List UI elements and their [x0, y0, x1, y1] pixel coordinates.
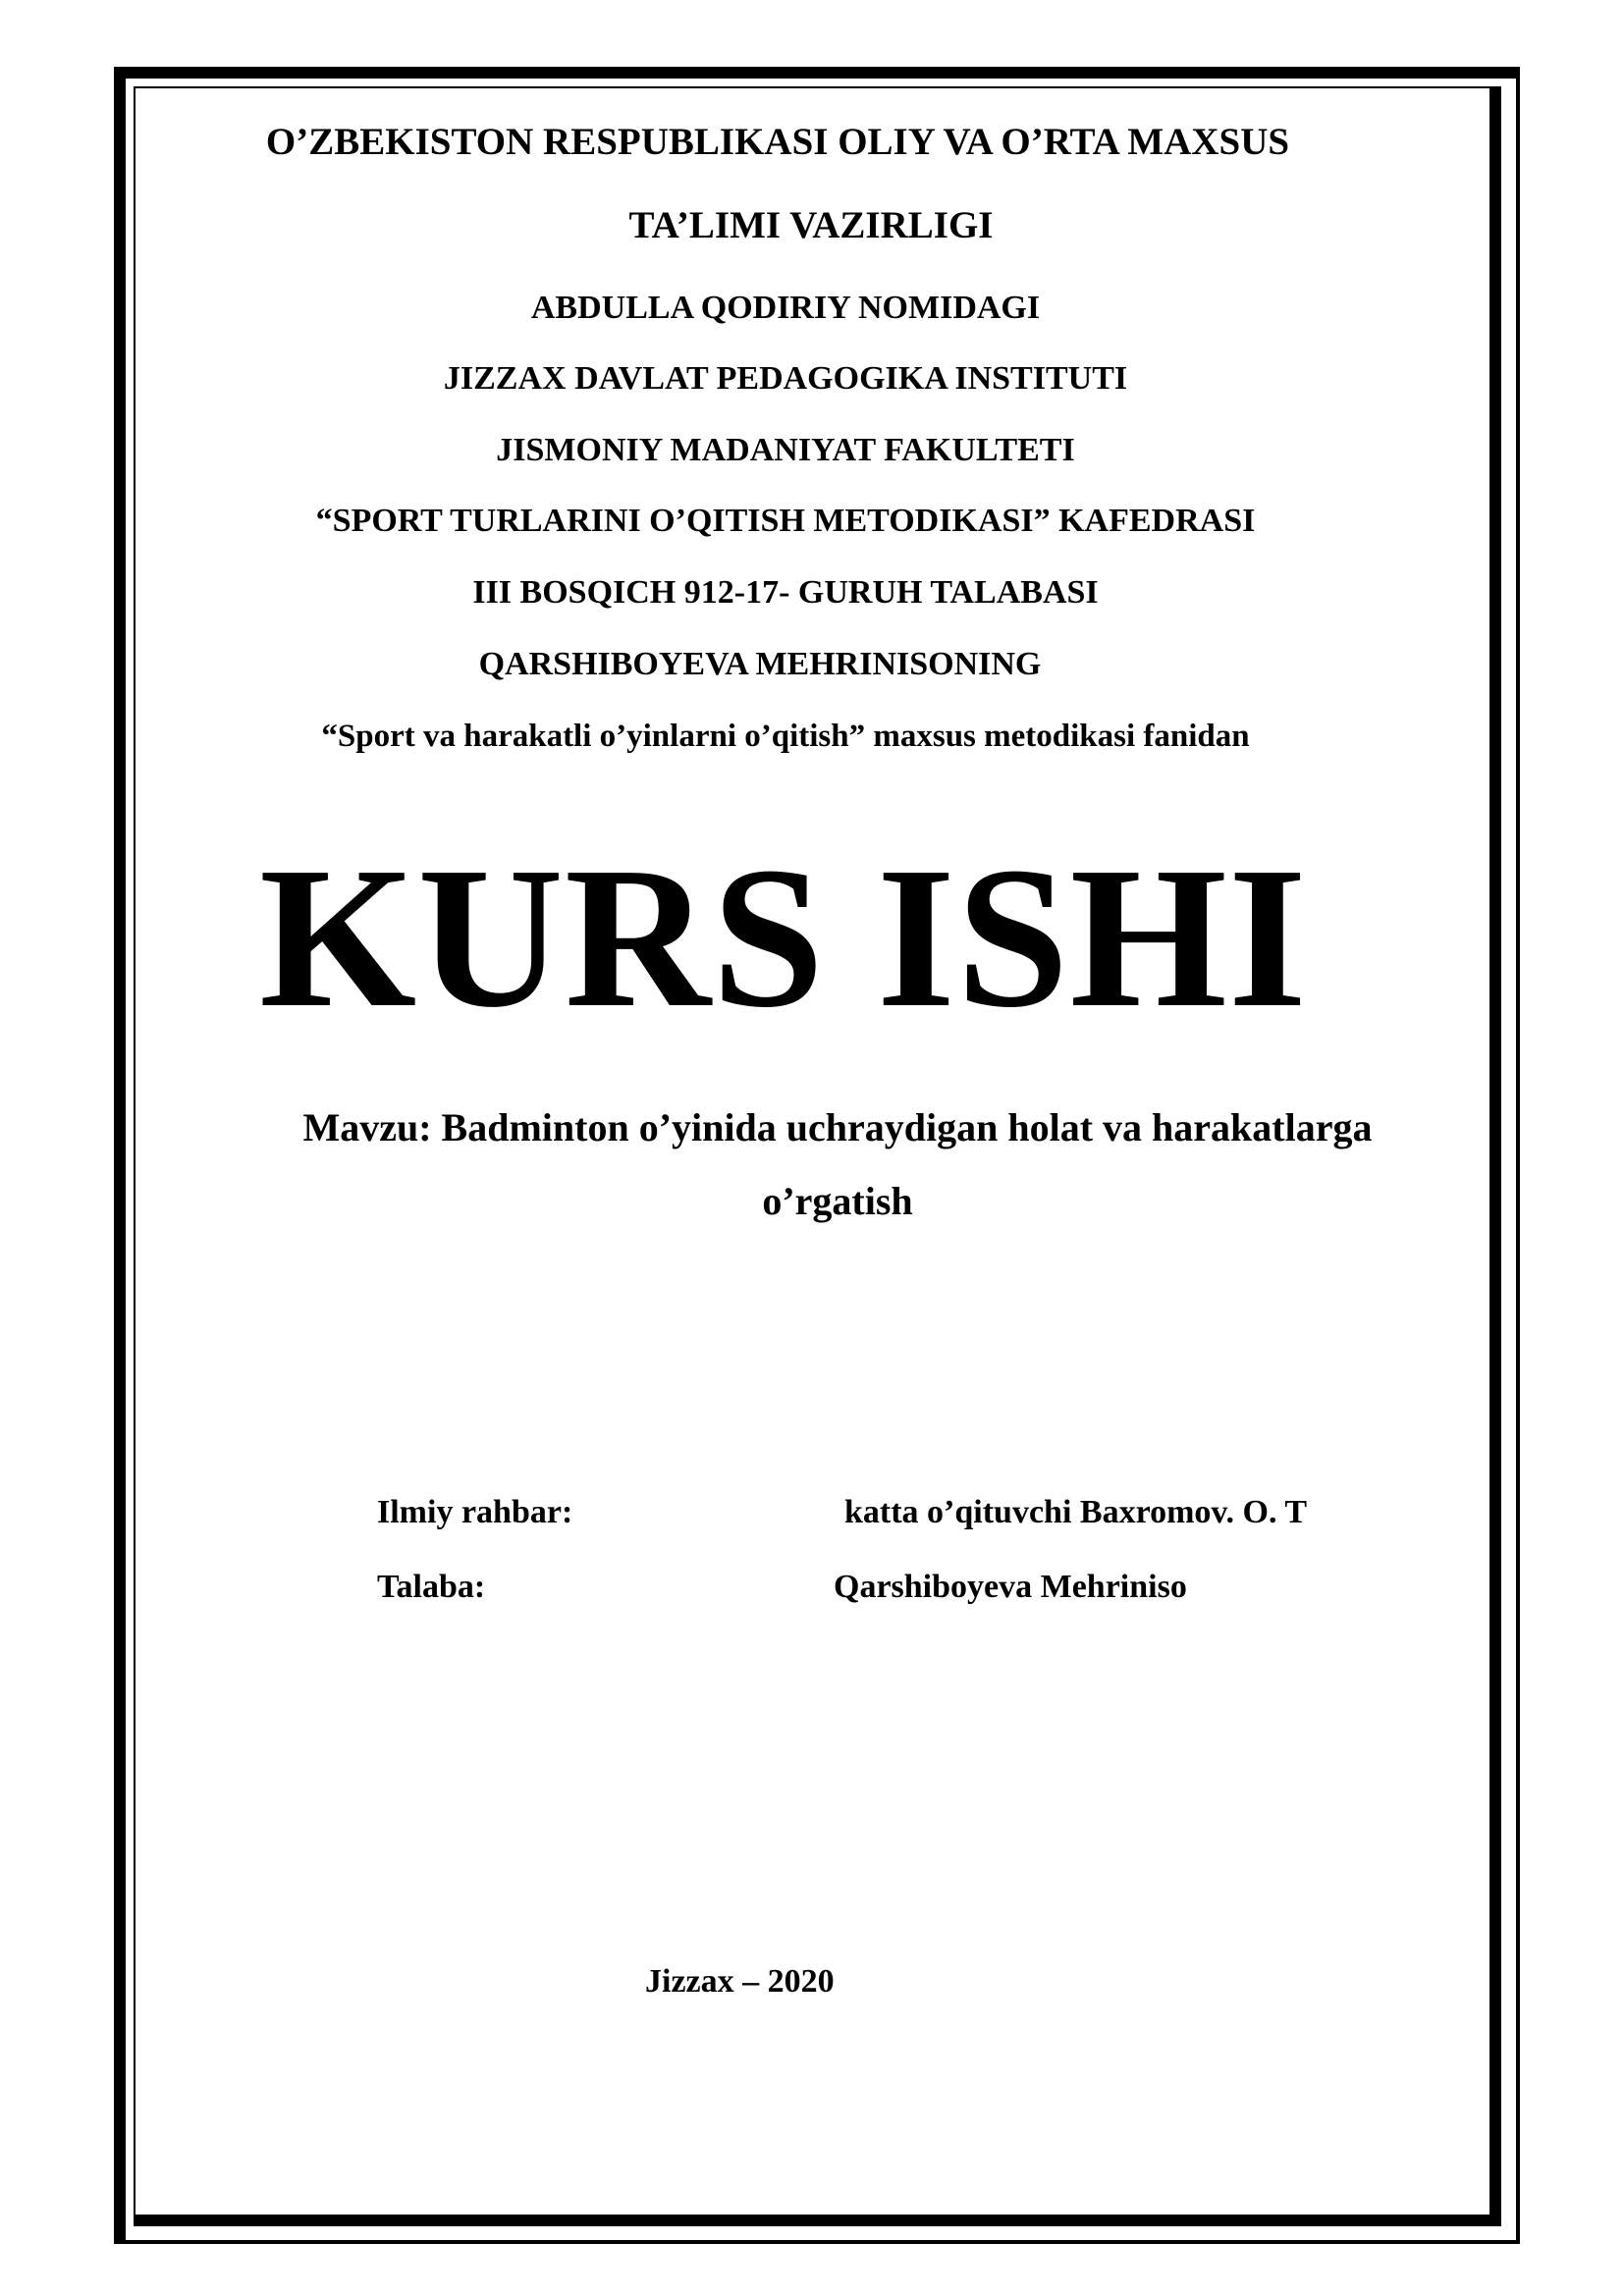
group-line: III BOSQICH 912-17- GURUH TALABASI — [472, 574, 1099, 611]
document-title: KURS ISHI — [259, 825, 1308, 1049]
page-border-inner — [134, 86, 1501, 2226]
ministry-line-2: TA’LIMI VAZIRLIGI — [628, 204, 994, 246]
supervisor-label: Ilmiy rahbar: — [377, 1494, 573, 1530]
subject-line: “Sport va harakatli o’yinlarni o’qitish” maxsus metodikasi fanidan — [321, 719, 1250, 754]
student-value: Qarshiboyeva Mehriniso — [834, 1569, 1187, 1605]
supervisor-value: katta o’qituvchi Baxromov. O. T — [844, 1494, 1308, 1530]
department-name: “SPORT TURLARINI O’QITISH METODIKASI” KAFEDRASI — [315, 503, 1256, 539]
student-label: Talaba: — [377, 1569, 486, 1605]
topic-line-1: Mavzu: Badminton o’yinida uchraydigan holat va harakatlarga — [302, 1105, 1373, 1149]
place-year: Jizzax – 2020 — [645, 1963, 835, 2000]
topic-line-2: o’rgatish — [762, 1179, 913, 1223]
institute-line-2: JIZZAX DAVLAT PEDAGOGIKA INSTITUTI — [443, 360, 1128, 397]
ministry-line-1: O’ZBEKISTON RESPUBLIKASI OLIY VA O’RTA MAXSUS — [265, 121, 1290, 163]
student-name-genitive: QARSHIBOYEVA MEHRINISONING — [478, 646, 1042, 682]
faculty-name: JISMONIY MADANIYAT FAKULTETI — [496, 432, 1075, 468]
institute-line-1: ABDULLA QODIRIY NOMIDAGI — [530, 290, 1041, 326]
